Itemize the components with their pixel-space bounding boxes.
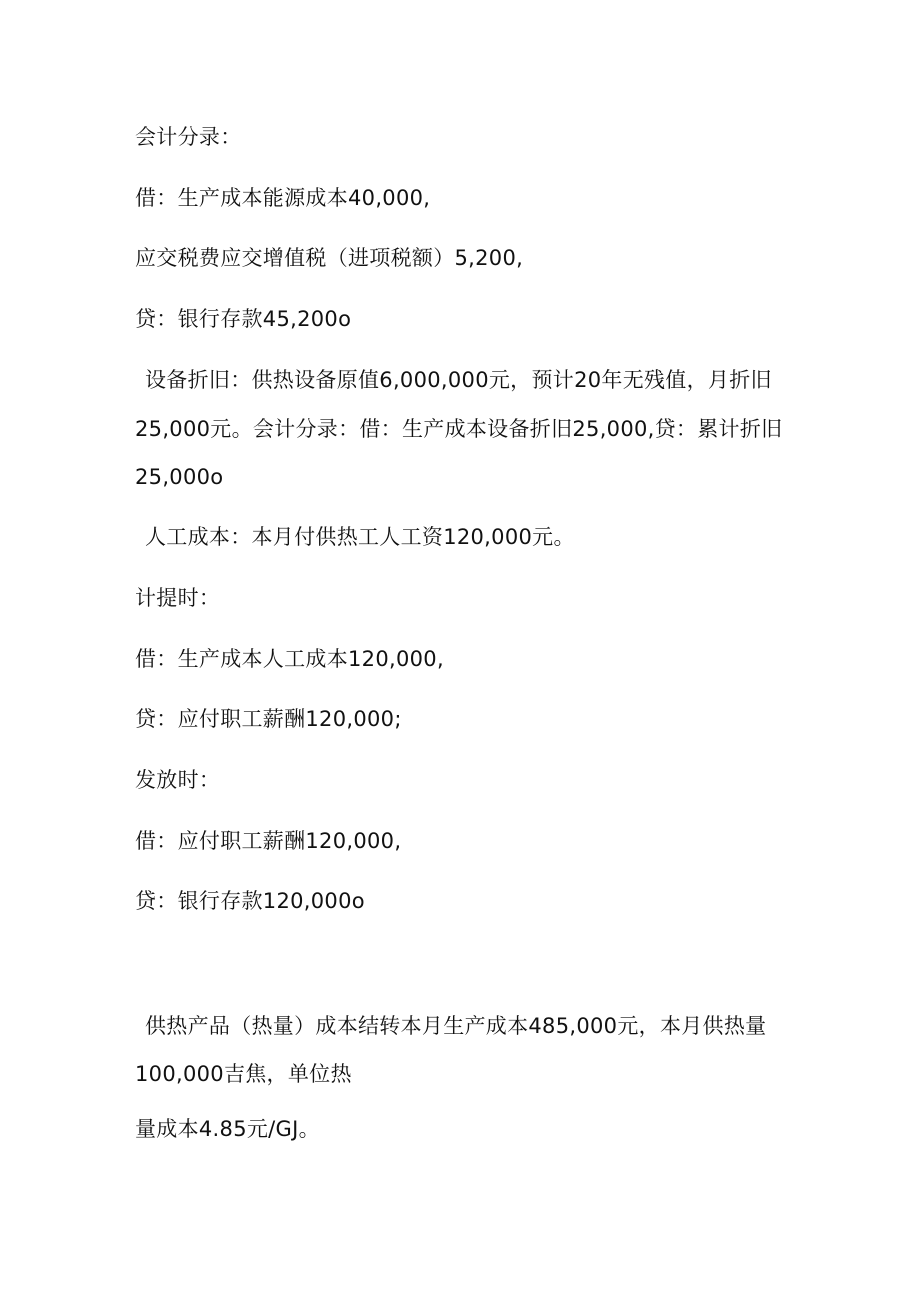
paragraph-line: 借：生产成本能源成本40,000, <box>135 186 431 210</box>
paragraph-line: 设备折旧：供热设备原值6,000,000元，预计20年无残值，月折旧 <box>145 368 772 392</box>
paragraph-line: 计提时： <box>135 586 221 610</box>
paragraph-line: 人工成本：本月付供热工人工资120,000元。 <box>145 525 575 549</box>
paragraph-line: 供热产品（热量）成本结转本月生产成本485,000元，本月供热量 <box>145 1014 767 1038</box>
paragraph-line: 25,000o <box>135 465 224 489</box>
paragraph-line: 发放时： <box>135 768 221 792</box>
paragraph-line: 会计分录： <box>135 125 242 149</box>
paragraph-line: 贷：银行存款120,000o <box>135 889 365 913</box>
paragraph-line: 25,000元。会计分录：借：生产成本设备折旧25,000,贷：累计折旧 <box>135 417 783 441</box>
paragraph-line: 贷：应付职工薪酬120,000; <box>135 707 402 731</box>
paragraph-line: 应交税费应交增值税（进项税额）5,200, <box>135 246 524 270</box>
paragraph-line: 借：生产成本人工成本120,000, <box>135 647 444 671</box>
paragraph-line: 借：应付职工薪酬120,000, <box>135 829 402 853</box>
paragraph-line: 贷：银行存款45,200o <box>135 307 352 331</box>
paragraph-line: 100,000吉焦，单位热 <box>135 1062 352 1086</box>
paragraph-line: 量成本4.85元/GJ。 <box>135 1117 320 1141</box>
